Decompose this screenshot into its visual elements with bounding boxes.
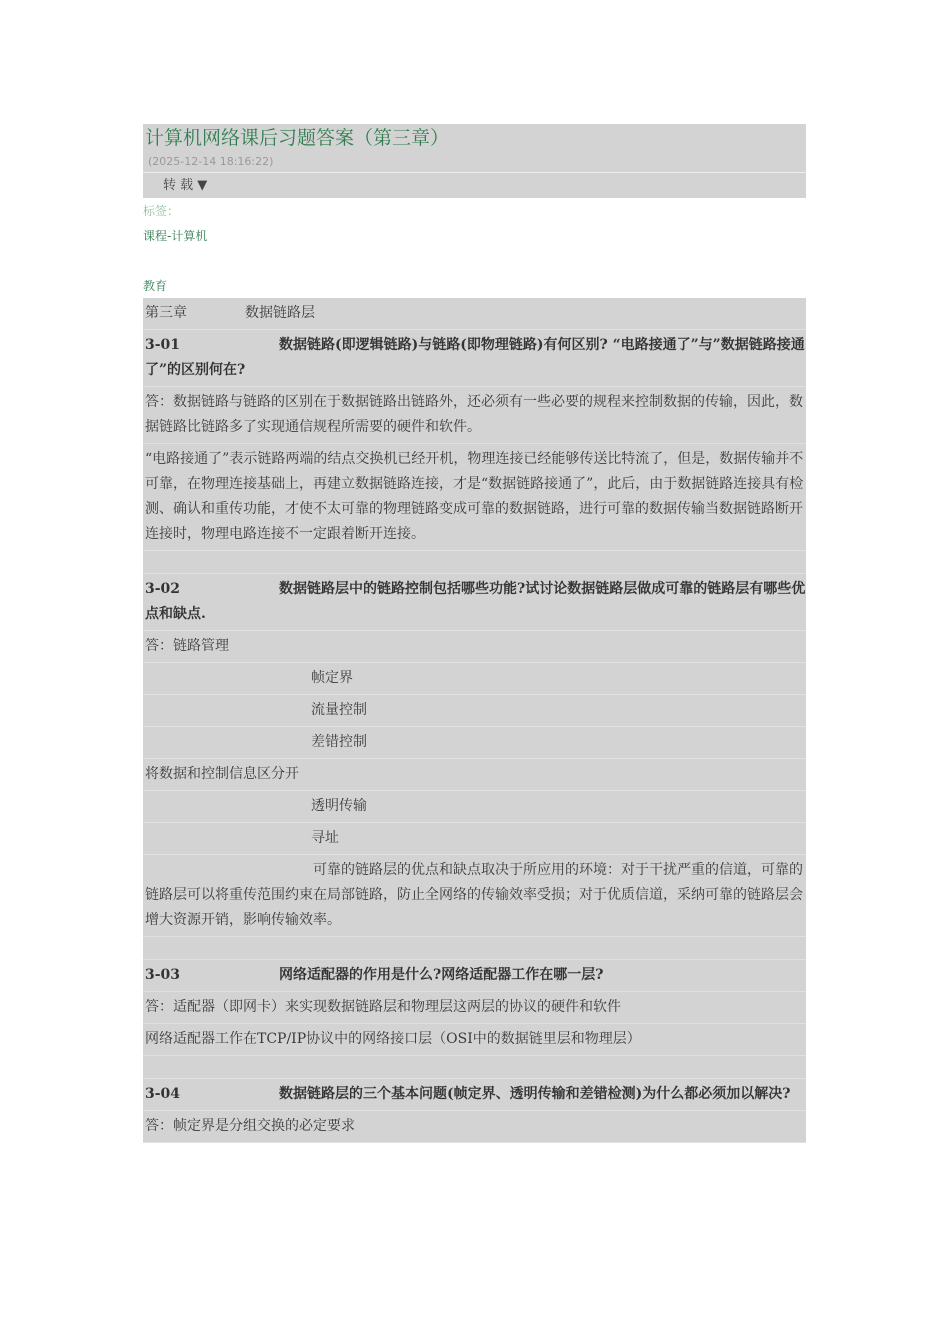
question-text: 网络适配器的作用是什么?网络适配器工作在哪一层? bbox=[279, 967, 604, 983]
answer-paragraph: 答：帧定界是分组交换的必定要求 bbox=[143, 1111, 806, 1143]
answer-list-item: 将数据和控制信息区分开 bbox=[143, 759, 806, 791]
question-number: 3-02 bbox=[145, 581, 181, 597]
article-title: 计算机网络课后习题答案（第三章） bbox=[145, 127, 450, 149]
chapter-title: 数据链路层 bbox=[245, 305, 315, 321]
answer-paragraph: “电路接通了”表示链路两端的结点交换机已经开机，物理连接已经能够传送比特流了，但是，数据传输并不可靠，在物理连接基础上，再建立数据链路连接，才是“数据链路接通了”，此后，由于数据链路连接具有检测、确认和重传功能，才使不太可靠的物理链路变成可靠的数据链路，进行可靠的数据传输当数据链路断开连接时，物理电路连接不一定跟着断开连接。 bbox=[143, 444, 806, 551]
question-3-04 bbox=[143, 1079, 806, 1111]
spacer bbox=[143, 1056, 806, 1079]
spacer bbox=[143, 937, 806, 960]
chapter-number: 第三章 bbox=[145, 305, 187, 321]
tags-label: 标签： bbox=[143, 204, 180, 218]
question-3-01 bbox=[143, 330, 806, 387]
question-text: 数据链路层中的链路控制包括哪些功能?试讨论数据链路层做成可靠的链路层有哪些优点和缺点. bbox=[145, 581, 806, 622]
article bbox=[143, 124, 806, 1143]
article-date: (2025-12-14 18:16:22) bbox=[148, 155, 274, 168]
article-body bbox=[143, 298, 806, 1143]
answer-list-item: 差错控制 bbox=[143, 727, 806, 759]
answer-paragraph: 答：链路管理 bbox=[143, 631, 806, 663]
question-text: 数据链路(即逻辑链路)与链路(即物理链路)有何区别? “电路接通了”与”数据链路接通了”的区别何在? bbox=[145, 337, 805, 378]
answer-paragraph: 答：适配器（即网卡）来实现数据链路层和物理层这两层的协议的硬件和软件 bbox=[143, 992, 806, 1024]
tag-link-course[interactable]: 课程-计算机 bbox=[143, 229, 208, 243]
answer-paragraph: 答：数据链路与链路的区别在于数据链路出链路外，还必须有一些必要的规程来控制数据的传输，因此，数据链路比链路多了实现通信规程所需要的硬件和软件。 bbox=[143, 387, 806, 444]
question-3-02 bbox=[143, 574, 806, 631]
tag-link-education[interactable]: 教育 bbox=[143, 279, 168, 293]
chapter-heading bbox=[143, 298, 806, 330]
answer-paragraph: 可靠的链路层的优点和缺点取决于所应用的环境：对于干扰严重的信道，可靠的链路层可以将重传范围约束在局部链路，防止全网络的传输效率受损；对于优质信道，采纳可靠的链路层会增大资源开销，影响传输效率。 bbox=[143, 855, 806, 937]
repost-dropdown[interactable]: 转 载 ▼ bbox=[143, 172, 806, 198]
answer-list-item: 透明传输 bbox=[143, 791, 806, 823]
tags-section bbox=[143, 202, 806, 295]
question-number: 3-03 bbox=[145, 967, 181, 983]
answer-list-item: 流量控制 bbox=[143, 695, 806, 727]
spacer bbox=[143, 551, 806, 574]
question-3-03 bbox=[143, 960, 806, 992]
question-number: 3-04 bbox=[145, 1086, 181, 1102]
answer-paragraph: 网络适配器工作在TCP/IP协议中的网络接口层（OSI中的数据链里层和物理层） bbox=[143, 1024, 806, 1056]
answer-list-item: 帧定界 bbox=[143, 663, 806, 695]
question-number: 3-01 bbox=[145, 337, 181, 353]
answer-list-item: 寻址 bbox=[143, 823, 806, 855]
question-text: 数据链路层的三个基本问题(帧定界、透明传输和差错检测)为什么都必须加以解决? bbox=[279, 1086, 791, 1102]
article-header bbox=[143, 124, 806, 198]
